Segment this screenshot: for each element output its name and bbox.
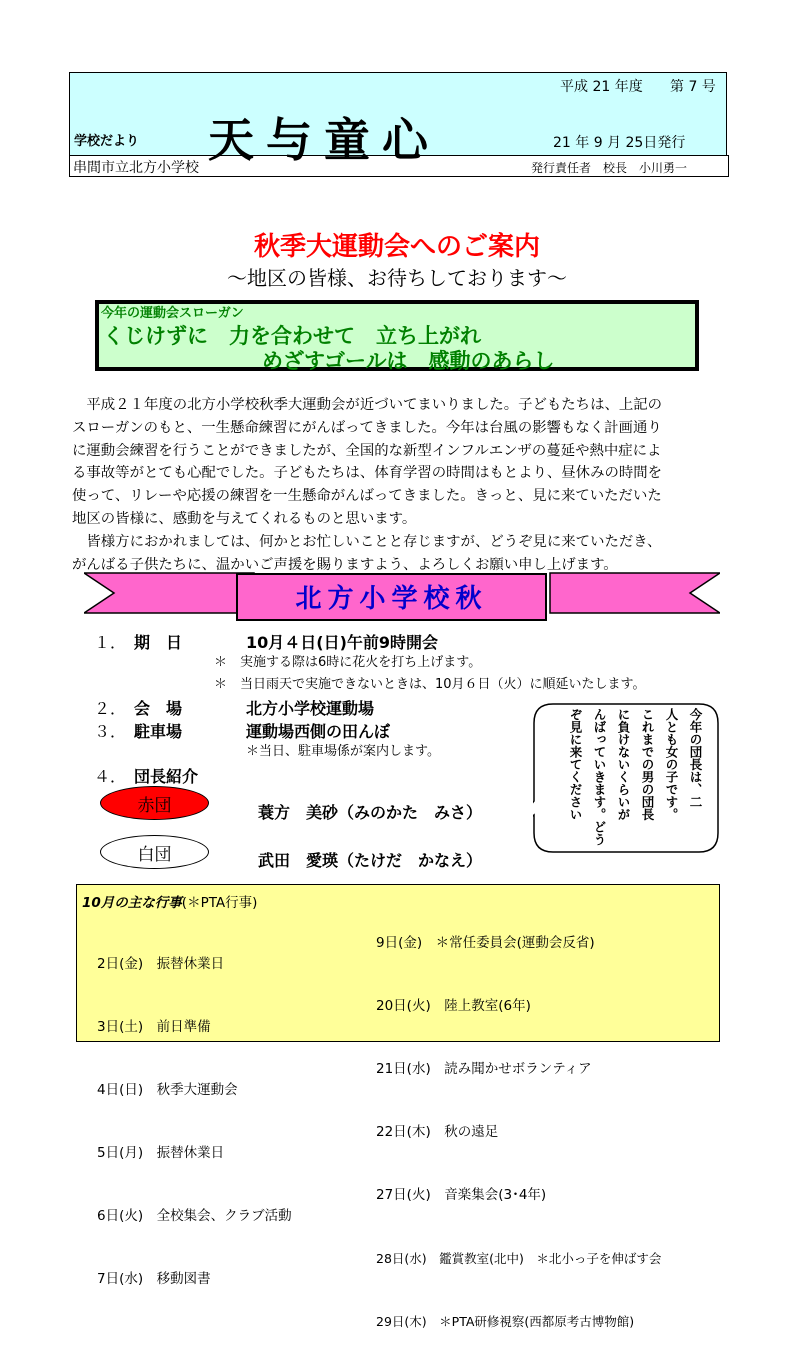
note-rain-date: ＊ 当日雨天で実施できないときは、10月６日（火）に順延いたします。 — [214, 677, 646, 692]
text-line: 平成２１年度の北方小学校秋季大運動会が近づいてまいりました。子どもたちは、上記の — [72, 397, 663, 413]
bubble-column: ぞ見に来てください — [568, 708, 583, 821]
issue-number: 第 7 号 — [670, 79, 716, 95]
events-title: 10月の主な行事 — [82, 895, 182, 911]
events-heading — [82, 891, 257, 911]
headline-title: 秋季大運動会へのご案内 — [253, 232, 540, 262]
event-item: 7日(水) 移動図書 — [97, 1271, 211, 1287]
school-name: 串間市立北方小学校 — [73, 160, 199, 176]
event-item: 29日(木) ＊PTA研修視察(西都原考古博物館) — [376, 1314, 635, 1329]
headline-subtitle: ～地区の皆様、お待ちしております～ — [227, 266, 567, 290]
text-line: 使って、リレーや応援の練習を一生懸命がんばってきました。きっと、見に来ていただいた — [72, 488, 662, 505]
bubble-text — [564, 708, 706, 848]
item-4-number: ４． — [94, 767, 127, 786]
item-2-number: ２． — [94, 699, 127, 718]
event-item: 28日(水) 鑑賞教室(北中) ＊北小っ子を伸ばす会 — [376, 1251, 662, 1266]
text-line: スローガンのもと、一生懸命練習にがんばってきました。今年は台風の影響もなく計画通り — [72, 419, 662, 436]
event-item: 21日(水) 読み聞かせボランティア — [376, 1061, 592, 1077]
text-line: 地区の皆様に、感動を与えてくれるものと思います。 — [72, 510, 417, 527]
newsletter-label: 学校だより — [74, 134, 140, 149]
white-team-leader: 武田 愛瑛（たけだ かなえ） — [258, 851, 483, 870]
item-1-number: １． — [94, 633, 127, 652]
events-title-suffix: (＊PTA行事) — [181, 895, 258, 911]
event-item: 27日(火) 音楽集会(3･4年) — [376, 1187, 547, 1203]
event-item: 9日(金) ＊常任委員会(運動会反省) — [376, 935, 595, 951]
item-2-value: 北方小学校運動場 — [246, 699, 375, 718]
bubble-column: 人とも女の子です。 — [664, 708, 679, 821]
year-label: 平成 21 年度 — [560, 79, 643, 95]
red-team-leader: 蓑方 美砂（みのかた みさ） — [258, 803, 483, 822]
publisher: 発行責任者 校長 小川勇一 — [531, 161, 688, 175]
event-item: 22日(木) 秋の遠足 — [376, 1124, 499, 1140]
slogan-line-2: めざすゴールは 感動のあらし — [262, 349, 555, 373]
events-right-column — [376, 891, 661, 1353]
ribbon-title: 北方小学校秋 — [295, 584, 488, 614]
text-line: 皆様方におかれましては、何かとお忙しいことと存じますが、どうぞ見に来ていただき、 — [72, 533, 662, 550]
item-4-label: 団長紹介 — [134, 767, 199, 786]
text-line: る事故等がとても心配でした。子どもたちは、体育学習の時間はもとより、昼休みの時間を — [72, 465, 663, 482]
intro-paragraph — [72, 394, 732, 576]
slogan-line-1: くじけずに 力を合わせて 立ち上がれ — [103, 324, 481, 348]
item-2-label: 会 場 — [134, 699, 183, 718]
item-1-label: 期 日 — [134, 633, 183, 652]
event-item: 4日(日) 秋季大運動会 — [97, 1082, 238, 1098]
text-line: に運動会練習を行うことができましたが、全国的な新型インフルエンザの蔓延や熱中症によ — [72, 442, 662, 459]
item-1-value: 10月４日(日)午前9時開会 — [246, 633, 439, 652]
bubble-column: これまでの男の団長 — [640, 708, 655, 821]
note-fireworks: ＊ 実施する際は6時に花火を打ち上げます。 — [214, 655, 482, 670]
item-3-value: 運動場西側の田んぼ — [246, 722, 391, 741]
bubble-column: 今年の団長は、二 — [688, 708, 703, 808]
event-item: 5日(月) 振替休業日 — [97, 1145, 225, 1161]
red-team-label: 赤団 — [137, 796, 172, 816]
event-item: 2日(金) 振替休業日 — [97, 956, 225, 972]
item-3-number: ３． — [94, 722, 127, 741]
events-left-column — [97, 912, 292, 1311]
event-item: 20日(火) 陸上教室(6年) — [376, 998, 531, 1014]
event-item: 6日(火) 全校集会、クラブ活動 — [97, 1208, 292, 1224]
note-parking: ＊当日、駐車場係が案内します。 — [246, 744, 440, 759]
item-3-label: 駐車場 — [134, 722, 183, 741]
slogan-label: 今年の運動会スローガン — [101, 306, 244, 321]
issue-date: 21 年 9 月 25日発行 — [553, 135, 686, 151]
text-line: がんばる子供たちに、温かいご声援を賜りますよう、よろしくお願い申し上げます。 — [72, 556, 618, 573]
bubble-column: んばっていきます。どう — [592, 708, 607, 846]
newsletter-title: 天与童心 — [208, 113, 440, 167]
bubble-column: に負けないくらいが — [616, 708, 631, 821]
event-item: 3日(土) 前日準備 — [97, 1019, 211, 1035]
white-team-label: 白団 — [137, 845, 172, 865]
